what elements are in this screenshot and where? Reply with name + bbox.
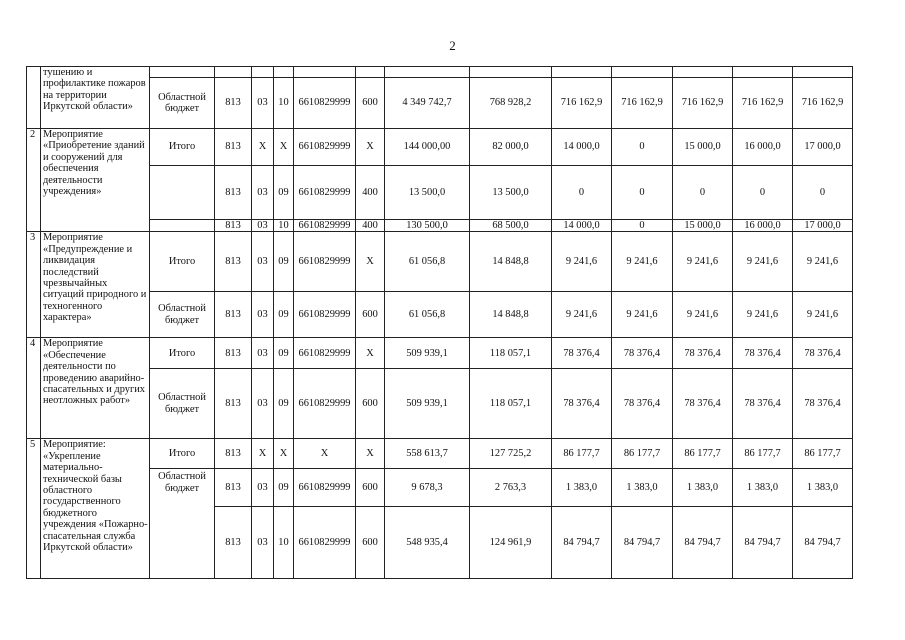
cell-grbs: 813 <box>215 507 252 579</box>
cell-year-2: 716 162,9 <box>552 78 612 129</box>
table-row <box>27 78 853 129</box>
table-row <box>27 469 853 507</box>
cell-total: 509 939,1 <box>385 338 470 369</box>
cell-year-3: 0 <box>612 166 673 220</box>
cell-year-4: 9 241,6 <box>673 232 733 292</box>
cell-grbs: 813 <box>215 439 252 469</box>
row-number: 2 <box>27 129 41 232</box>
cell-grbs: 813 <box>215 129 252 166</box>
cell-grbs: 813 <box>215 338 252 369</box>
cell-csr: Х <box>294 439 356 469</box>
cell-pr: Х <box>274 129 294 166</box>
cell-grbs: 813 <box>215 78 252 129</box>
cell-year-3: 716 162,9 <box>612 78 673 129</box>
cell-year-5: 0 <box>733 166 793 220</box>
table-row <box>27 129 853 166</box>
cell-rz: 03 <box>252 78 274 129</box>
budget-table <box>26 66 853 579</box>
cell-year-1: 118 057,1 <box>470 338 552 369</box>
cell-year-4: 9 241,6 <box>673 292 733 338</box>
cell-year-2: 14 000,0 <box>552 129 612 166</box>
cell-total: 61 056,8 <box>385 292 470 338</box>
cell-year-3: 0 <box>612 129 673 166</box>
cell-rz: 03 <box>252 338 274 369</box>
cell-year-4: 716 162,9 <box>673 78 733 129</box>
funding-source: Областной бюджет <box>150 292 215 338</box>
cell-year-6: 0 <box>793 166 853 220</box>
cell-total: 9 678,3 <box>385 469 470 507</box>
table-row <box>27 232 853 292</box>
cell-year-5: 86 177,7 <box>733 439 793 469</box>
cell-year-5: 9 241,6 <box>733 292 793 338</box>
cell-rz: 03 <box>252 469 274 507</box>
cell-year-3: 84 794,7 <box>612 507 673 579</box>
cell-rz: 03 <box>252 220 274 232</box>
cell-vr: 600 <box>356 369 385 439</box>
cell-vr: Х <box>356 439 385 469</box>
funding-source <box>150 166 215 220</box>
cell-csr: 6610829999 <box>294 338 356 369</box>
cell-year-6: 716 162,9 <box>793 78 853 129</box>
cell-year-5: 16 000,0 <box>733 129 793 166</box>
cell-total: 4 349 742,7 <box>385 78 470 129</box>
cell-year-5: 78 376,4 <box>733 338 793 369</box>
cell-year-2: 0 <box>552 166 612 220</box>
cell-rz <box>252 67 274 78</box>
cell-total: 548 935,4 <box>385 507 470 579</box>
cell-pr: 09 <box>274 338 294 369</box>
cell-pr: 09 <box>274 369 294 439</box>
cell-csr: 6610829999 <box>294 292 356 338</box>
cell-csr: 6610829999 <box>294 469 356 507</box>
cell-year-2: 14 000,0 <box>552 220 612 232</box>
cell-year-3: 9 241,6 <box>612 232 673 292</box>
cell-year-5: 716 162,9 <box>733 78 793 129</box>
funding-source: Итого <box>150 439 215 469</box>
activity-name: Мероприятие «Приобретение зданий и сооружений для обеспечения деятельности учреждения» <box>41 129 150 232</box>
activity-name: тушению и профилактике пожаров на территории Иркутской области» <box>41 67 150 129</box>
cell-rz: 03 <box>252 232 274 292</box>
cell-year-5: 84 794,7 <box>733 507 793 579</box>
table-row <box>27 67 853 78</box>
funding-source: Областной бюджет <box>150 469 215 579</box>
page-number: 2 <box>449 38 456 53</box>
cell-total: 558 613,7 <box>385 439 470 469</box>
cell-pr: 09 <box>274 232 294 292</box>
cell-year-2: 1 383,0 <box>552 469 612 507</box>
cell-grbs: 813 <box>215 292 252 338</box>
cell-year-4: 0 <box>673 166 733 220</box>
cell-total: 130 500,0 <box>385 220 470 232</box>
cell-rz: 03 <box>252 507 274 579</box>
cell-csr: 6610829999 <box>294 369 356 439</box>
cell-pr: 10 <box>274 220 294 232</box>
cell-csr: 6610829999 <box>294 232 356 292</box>
cell-year-5: 16 000,0 <box>733 220 793 232</box>
cell-year-1: 124 961,9 <box>470 507 552 579</box>
cell-pr <box>274 67 294 78</box>
funding-source: Итого <box>150 129 215 166</box>
cell-year-3: 86 177,7 <box>612 439 673 469</box>
cell-total: 13 500,0 <box>385 166 470 220</box>
cell-year-6: 9 241,6 <box>793 292 853 338</box>
cell-pr: Х <box>274 439 294 469</box>
cell-vr <box>356 67 385 78</box>
cell-year-2: 84 794,7 <box>552 507 612 579</box>
cell-year-6: 78 376,4 <box>793 369 853 439</box>
funding-source: Областной бюджет <box>150 369 215 439</box>
table-row <box>27 439 853 469</box>
funding-source <box>150 220 215 232</box>
cell-year-2 <box>552 67 612 78</box>
cell-pr: 09 <box>274 469 294 507</box>
cell-year-3: 0 <box>612 220 673 232</box>
cell-csr: 6610829999 <box>294 166 356 220</box>
cell-vr: 600 <box>356 292 385 338</box>
cell-year-3: 9 241,6 <box>612 292 673 338</box>
cell-year-3: 78 376,4 <box>612 338 673 369</box>
cell-year-1: 14 848,8 <box>470 232 552 292</box>
cell-vr: 400 <box>356 220 385 232</box>
cell-year-3: 1 383,0 <box>612 469 673 507</box>
cell-year-2: 86 177,7 <box>552 439 612 469</box>
cell-pr: 10 <box>274 78 294 129</box>
cell-csr: 6610829999 <box>294 220 356 232</box>
cell-vr: 600 <box>356 507 385 579</box>
activity-name: Мероприятие «Предупреждение и ликвидация последствий чрезвычайных ситуаций природного и техногенного характера» <box>41 232 150 338</box>
cell-year-2: 9 241,6 <box>552 232 612 292</box>
cell-total: 144 000,00 <box>385 129 470 166</box>
cell-year-3 <box>612 67 673 78</box>
cell-year-1: 14 848,8 <box>470 292 552 338</box>
cell-grbs <box>215 67 252 78</box>
cell-year-6: 17 000,0 <box>793 220 853 232</box>
row-number: 3 <box>27 232 41 338</box>
cell-year-5: 1 383,0 <box>733 469 793 507</box>
cell-total: 61 056,8 <box>385 232 470 292</box>
cell-grbs: 813 <box>215 220 252 232</box>
table-row <box>27 338 853 369</box>
cell-year-4: 84 794,7 <box>673 507 733 579</box>
cell-csr <box>294 67 356 78</box>
cell-rz: 03 <box>252 292 274 338</box>
cell-grbs: 813 <box>215 369 252 439</box>
cell-year-6: 84 794,7 <box>793 507 853 579</box>
cell-vr: 400 <box>356 166 385 220</box>
cell-year-1: 118 057,1 <box>470 369 552 439</box>
cell-year-4: 1 383,0 <box>673 469 733 507</box>
table-row <box>27 220 853 232</box>
cell-year-4: 78 376,4 <box>673 369 733 439</box>
cell-year-3: 78 376,4 <box>612 369 673 439</box>
cell-grbs: 813 <box>215 166 252 220</box>
cell-vr: Х <box>356 338 385 369</box>
row-number <box>27 67 41 129</box>
cell-vr: Х <box>356 129 385 166</box>
cell-year-6: 1 383,0 <box>793 469 853 507</box>
cell-total: 509 939,1 <box>385 369 470 439</box>
cell-year-1: 82 000,0 <box>470 129 552 166</box>
row-number: 5 <box>27 439 41 579</box>
funding-source <box>150 67 215 78</box>
cell-year-2: 78 376,4 <box>552 338 612 369</box>
cell-year-4: 86 177,7 <box>673 439 733 469</box>
cell-year-6: 17 000,0 <box>793 129 853 166</box>
cell-grbs: 813 <box>215 232 252 292</box>
cell-year-4: 78 376,4 <box>673 338 733 369</box>
cell-vr: 600 <box>356 78 385 129</box>
funding-source: Областной бюджет <box>150 78 215 129</box>
cell-vr: 600 <box>356 469 385 507</box>
funding-source: Итого <box>150 232 215 292</box>
cell-year-1 <box>470 67 552 78</box>
cell-year-4: 15 000,0 <box>673 220 733 232</box>
cell-rz: 03 <box>252 369 274 439</box>
cell-year-1: 2 763,3 <box>470 469 552 507</box>
cell-total <box>385 67 470 78</box>
cell-year-4: 15 000,0 <box>673 129 733 166</box>
funding-source: Итого <box>150 338 215 369</box>
cell-grbs: 813 <box>215 469 252 507</box>
cell-vr: Х <box>356 232 385 292</box>
cell-rz: Х <box>252 129 274 166</box>
row-number: 4 <box>27 338 41 439</box>
cell-year-1: 13 500,0 <box>470 166 552 220</box>
activity-name: Мероприятие: «Укрепление материально-технической базы областного государственного бюджетного учреждения «Пожарно-спасательная служба Иркутской области» <box>41 439 150 579</box>
cell-year-2: 78 376,4 <box>552 369 612 439</box>
cell-year-6: 9 241,6 <box>793 232 853 292</box>
cell-rz: 03 <box>252 166 274 220</box>
cell-year-5: 9 241,6 <box>733 232 793 292</box>
cell-rz: Х <box>252 439 274 469</box>
table-row <box>27 292 853 338</box>
cell-pr: 10 <box>274 507 294 579</box>
cell-year-6 <box>793 67 853 78</box>
cell-year-6: 78 376,4 <box>793 338 853 369</box>
cell-year-4 <box>673 67 733 78</box>
cell-year-5 <box>733 67 793 78</box>
cell-csr: 6610829999 <box>294 507 356 579</box>
cell-year-1: 68 500,0 <box>470 220 552 232</box>
cell-pr: 09 <box>274 166 294 220</box>
cell-year-2: 9 241,6 <box>552 292 612 338</box>
cell-year-1: 768 928,2 <box>470 78 552 129</box>
activity-name: Мероприятие «Обеспечение деятельности по проведению аварийно-спасательных и других неотложных работ» <box>41 338 150 439</box>
cell-csr: 6610829999 <box>294 78 356 129</box>
cell-year-5: 78 376,4 <box>733 369 793 439</box>
cell-year-6: 86 177,7 <box>793 439 853 469</box>
cell-pr: 09 <box>274 292 294 338</box>
table-row <box>27 166 853 220</box>
cell-year-1: 127 725,2 <box>470 439 552 469</box>
table-row <box>27 369 853 439</box>
cell-csr: 6610829999 <box>294 129 356 166</box>
